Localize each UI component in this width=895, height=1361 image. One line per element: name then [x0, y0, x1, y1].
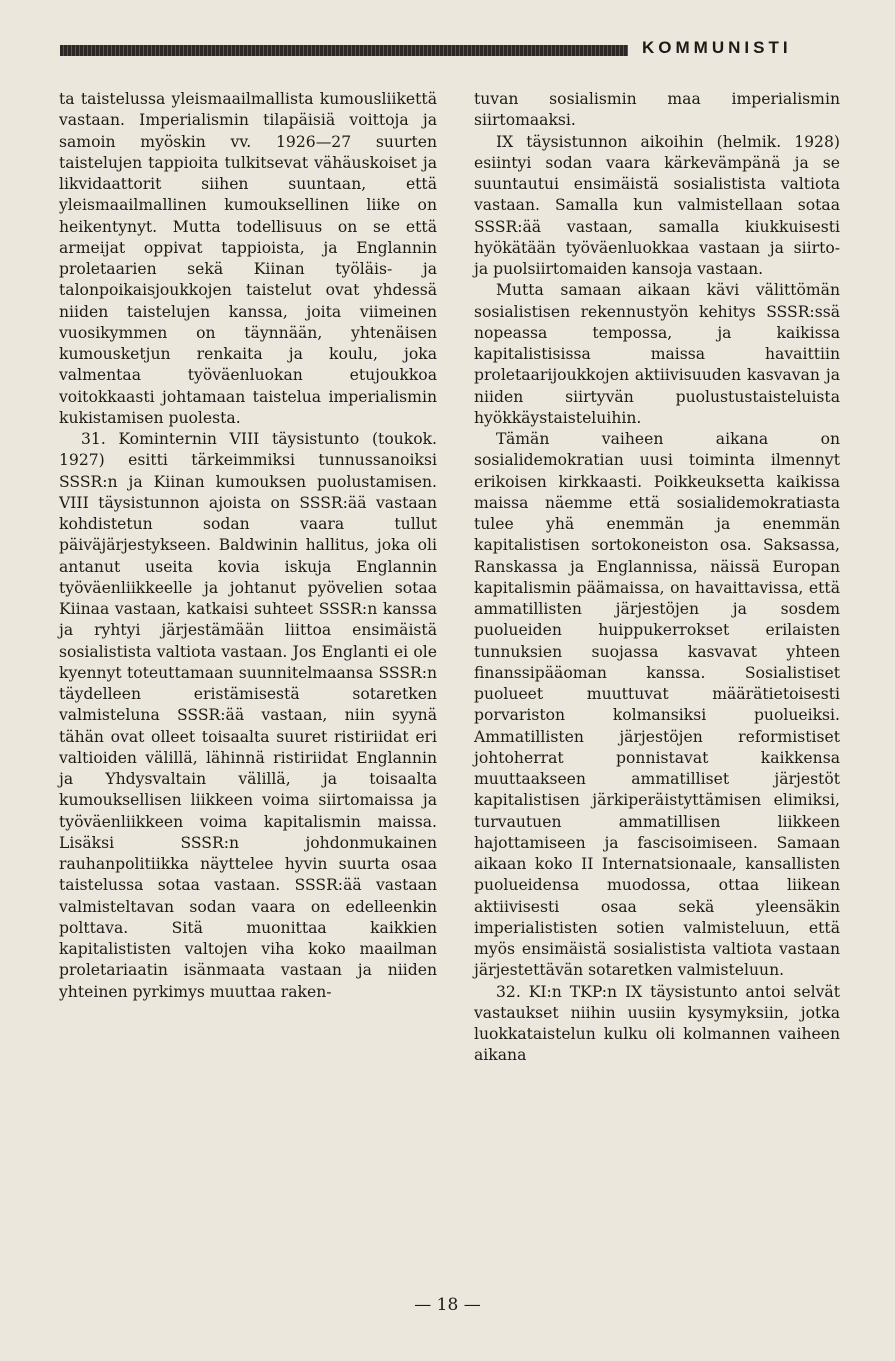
paragraph: 32. KI:n TKP:n IX täysistunto antoi selvät vastaukset niihin uusiin kysymyksiin, jotka luokkataistelun kulku oli kolmannen vaiheen aikana — [474, 982, 840, 1065]
paragraph: IX täysistunnon aikoihin (helmik. 1928) esiintyi sodan vaara kärkevämpänä ja se suuntautui ensimäistä sosialistista valtiota vastaan. Samalla kun valmistellaan sotaa SSSR:ää vastaan, samalla kiukkuisesti hyökätään työväenluokkaa vastaan ja siirto- ja puolsiirtomaiden kansoja vastaan. — [474, 132, 840, 278]
left-column — [59, 89, 437, 1003]
running-header: KOMMUNISTI — [642, 38, 792, 57]
paragraph: Tämän vaiheen aikana on sosialidemokratian uusi toiminta ilmennyt erikoisen kirkkaasti. Poikkeuksetta kaikissa maissa näemme että sosialidemokratiasta tulee yhä enemmän ja enemmän kapitalistisen sortokoneiston osa. Saksassa, Ranskassa ja Englannissa, näissä Europan kapitalismin päämaissa, on havaittavissa, että ammatillisten järjestöjen ja sosdem puolueiden huippukerrokset erilaisten tunnuksien suojassa kasvavat yhteen finanssipääoman kanssa. Sosialistiset puolueet muuttuvat määrätietoisesti porvariston kolmansiksi puolueiksi. Ammatillisten järjestöjen reformistiset johtoherrat ponnistavat kaikkensa muuttaakseen ammatilliset järjestöt kapitalistisen järkiperäistyttämisen elimiksi, turvautuen ammatillisen liikkeen hajottamiseen ja fascisoimiseen. Samaan aikaan koko II Internatsionaale, kansallisten puolueidensa muodossa, ottaa liikean aktiivisesti osaa sekä yleensäkin imperialististen sotien valmisteluun, että myös ensimäistä sosialistista valtiota vastaan järjestettävän sotaretken valmisteluun. — [474, 430, 840, 980]
right-column — [474, 89, 840, 1067]
page-number: — 18 — — [414, 1295, 481, 1315]
paragraph: Mutta samaan aikaan kävi välittömän sosialistisen rekennustyön kehitys SSSR:ssä nopeassa tempossa, ja kaikissa kapitalistisissa maissa havaittiin proletaarijoukkojen aktiivisuuden kasvavan ja niiden siirtyvän puolustustaisteluista hyökkäystaisteluihin. — [474, 281, 840, 427]
paragraph: tuvan sosialismin maa imperialismin siirtomaaksi. — [474, 90, 840, 130]
header-rule — [60, 45, 628, 56]
paragraph: ta taistelussa yleismaailmallista kumousliikettä vastaan. Imperialismin tilapäisiä voittoja ja samoin myöskin vv. 1926—27 suurten taistelujen tappioita tulkitsevat vähäuskoiset ja likvidaattorit siihen suuntaan, että yleismaailmallinen kumouksellinen liike on heikentynyt. Mutta todellisuus on se että armeijat oppivat tappioista, ja Englannin proletaarien sekä Kiinan työläis- ja talonpoikaisjoukkojen taistelut ovat yhdessä niiden taistelujen kanssa, joita viimeinen vuosikymmen on täynnään, yhtenäisen kumousketjun renkaita ja koulu, joka valmentaa työväenluokan etujoukkoa voitokkaasti johtamaan taistelua imperialismin kukistamisen puolesta. — [59, 90, 437, 427]
paragraph: 31. Kominternin VIII täysistunto (toukok. 1927) esitti tärkeimmiksi tunnussanoiksi SSSR:n ja Kiinan kumouksen puolustamisen. VIII täysistunnon ajoista on SSSR:ää vastaan kohdistetun sodan vaara tullut päiväjärjestykseen. Baldwinin hallitus, joka oli antanut useita kovia iskuja Englannin työväenliikkeelle ja johtanut pyövelien sotaa Kiinaa vastaan, katkaisi suhteet SSSR:n kanssa ja ryhtyi järjestämään liittoa ensimäistä sosialistista valtiota vastaan. Jos Englanti ei ole kyennyt toteuttamaan suunnitelmaansa SSSR:n täydelleen eristämisestä sotaretken valmisteluna SSSR:ää vastaan, niin syynä tähän ovat olleet toisaalta suuret ristiriidat eri valtioiden välillä, lähinnä ristiriidat Englannin ja Yhdysvaltain välillä, ja toisaalta kumouksellisen liikkeen voima siirtomaissa ja työväenliikkeen voima kapitalismin maissa. Lisäksi SSSR:n johdonmukainen rauhanpolitiikka näyttelee hyvin suurta osaa taistelussa sotaa vastaan. SSSR:ää vastaan valmisteltavan sodan vaara on edelleenkin polttava. Sitä muonittaa kaikkien kapitalististen valtojen viha koko maailman proletariaatin isänmaata vastaan ja niiden yhteinen pyrkimys muuttaa raken- — [59, 430, 437, 1001]
